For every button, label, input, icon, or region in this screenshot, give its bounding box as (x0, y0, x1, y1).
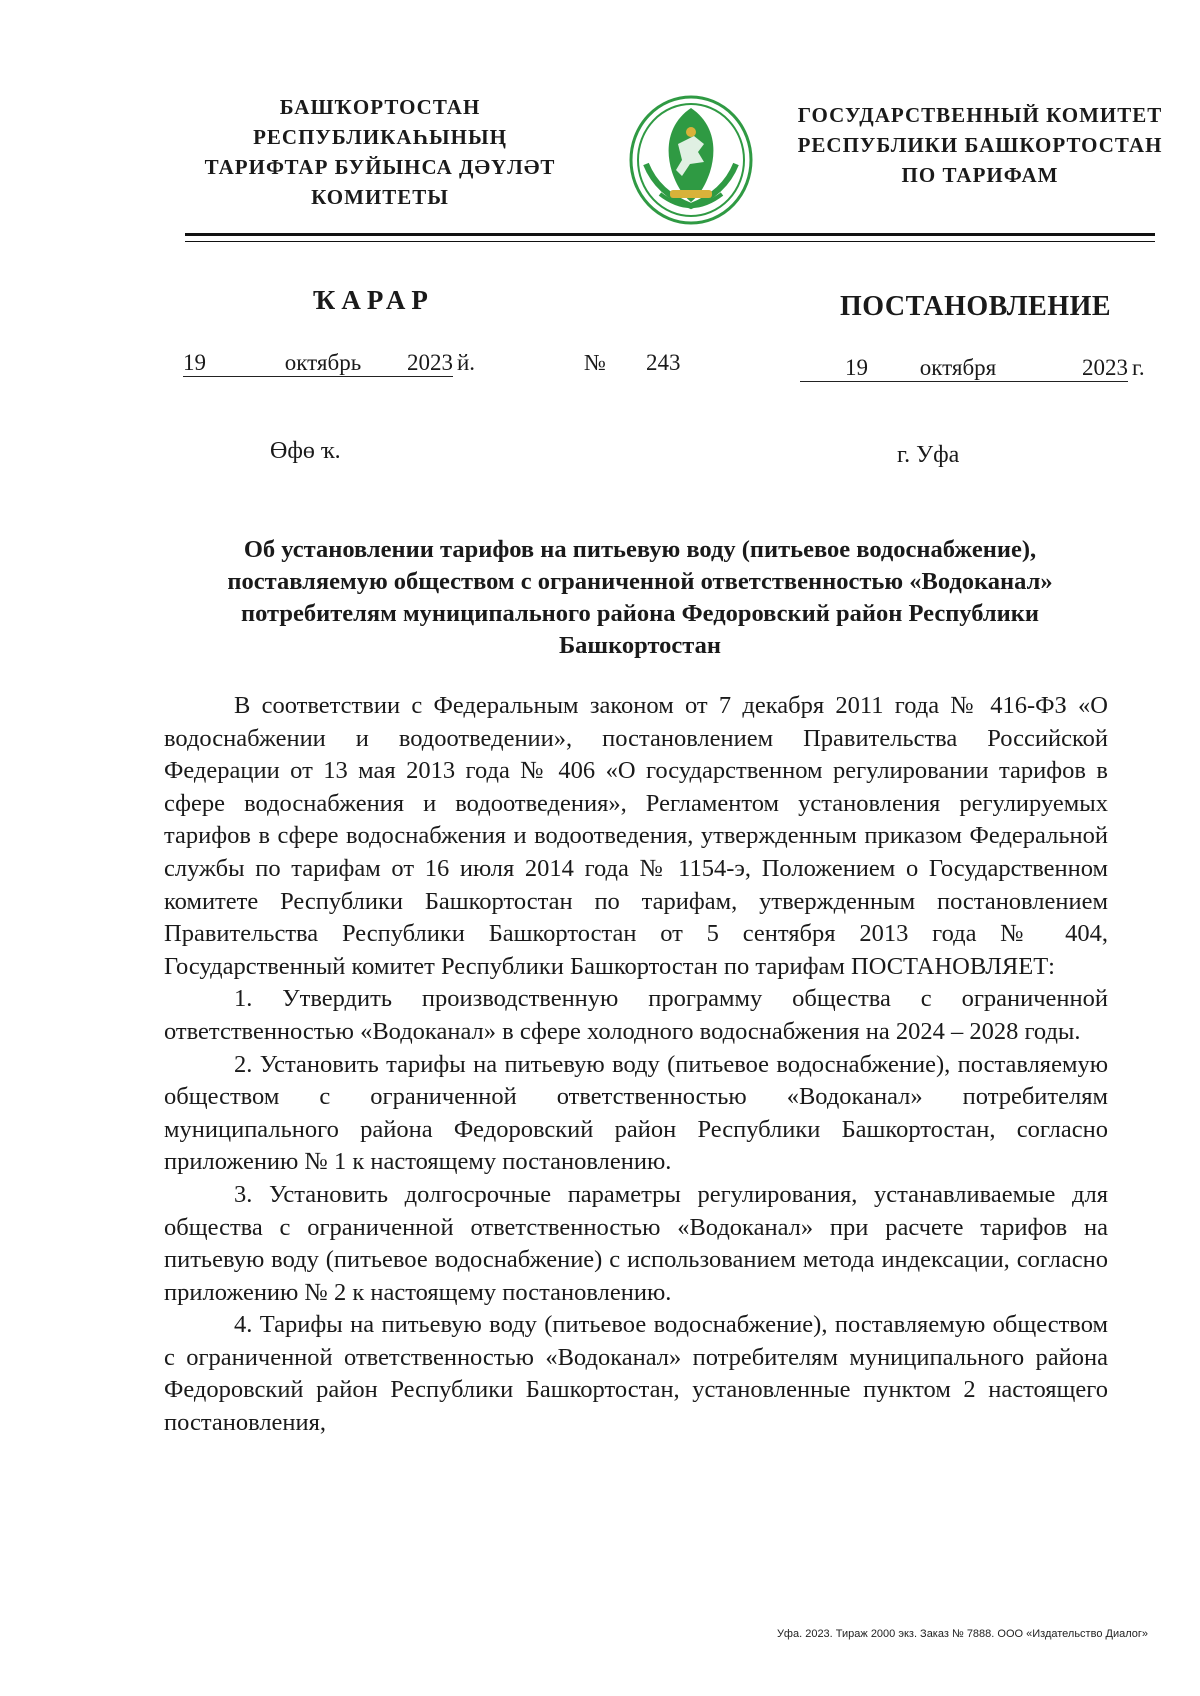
list-item: 2. Установить тарифы на питьевую воду (питьевое водоснабжение), поставляемую обществом с ограниченной ответственностью «Водоканал» потребителям муниципального района Федоровский район Республики Башкортостан, согласно приложению № 1 к настоящему постановлению. (164, 1050, 1108, 1176)
doc-number: 243 (646, 350, 681, 375)
date-month: октябрь (243, 350, 403, 377)
list-item: 4. Тарифы на питьевую воду (питьевое водоснабжение), поставляемую обществом с ограниченной ответственностью «Водоканал» потребителям муниципального района Федоровский район Республики Башкортостан, установленные пунктом 2 настоящего постановления, (164, 1311, 1108, 1437)
header-left-line: БАШҠОРТОСТАН РЕСПУБЛИКАҺЫНЫҢ (253, 95, 507, 149)
header-right (790, 100, 1170, 190)
doc-type-russian: ПОСТАНОВЛЕНИЕ (840, 291, 1112, 322)
header-right-line: ПО ТАРИФАМ (901, 163, 1059, 187)
header-right-line: РЕСПУБЛИКИ БАШКОРТОСТАН (797, 133, 1163, 157)
date-month: октября (878, 355, 1038, 382)
date-suffix: й. (457, 350, 476, 375)
coat-of-arms-emblem (626, 94, 756, 226)
header-left-line: ТАРИФТАР БУЙЫНСА ДӘҮЛӘТ (204, 155, 556, 179)
header-left-line: КОМИТЕТЫ (311, 185, 449, 209)
doc-number-sign: № (584, 350, 606, 375)
date-year: 2023 (403, 350, 453, 377)
header-right-line: ГОСУДАРСТВЕННЫЙ КОМИТЕТ (797, 103, 1163, 127)
date-day: 19 (800, 355, 878, 382)
print-imprint: Уфа. 2023. Тираж 2000 экз. Заказ № 7888. ООО «Издательство Диалог» (776, 1628, 1148, 1640)
document-title: Об установлении тарифов на питьевую воду (питьевое водоснабжение), поставляемую обществом с ограниченной ответственностью «Водоканал» потребителям муниципального района Федоровский район Республики Башкортостан (227, 536, 1053, 659)
header-left (170, 92, 590, 212)
place-bashkir: Өфө ҡ. (270, 438, 341, 464)
date-suffix: г. (1132, 355, 1145, 380)
date-year: 2023 (1038, 355, 1128, 382)
header-rule-thin (185, 241, 1155, 242)
list-item: 1. Утвердить производственную программу общества с ограниченной ответственностью «Водоканал» в сфере холодного водоснабжения на 2024 – 2028 годы. (164, 985, 1108, 1045)
header-rule-thick (185, 233, 1155, 236)
document-body (164, 690, 1108, 1440)
place-russian: г. Уфа (897, 442, 960, 468)
list-item: 3. Установить долгосрочные параметры регулирования, устанавливаемые для общества с ограниченной ответственностью «Водоканал» при расчете тарифов на питьевую воду (питьевое водоснабжение) с использованием метода индексации, согласно приложению № 2 к настоящему постановлению. (164, 1180, 1108, 1306)
preamble-paragraph: В соответствии с Федеральным законом от 7 декабря 2011 года № 416-ФЗ «О водоснабжении и водоотведении», постановлением Правительства Российской Федерации от 13 мая 2013 года № 406 «О государственном регулировании тарифов в сфере водоснабжения и водоотведения», Регламентом установления регулируемых тарифов в сфере водоснабжения и водоотведения, утвержденным приказом Федеральной службы по тарифам от 16 июля 2014 года № 1154-э, Положением о Государственном комитете Республики Башкортостан по тарифам, утвержденным постановлением Правительства Республики Башкортостан от 5 сентября 2013 года № 404, Государственный комитет Республики Башкортостан по тарифам ПОСТАНОВЛЯЕТ: (164, 692, 1108, 980)
doc-type-bashkir: ҠАРАР (313, 285, 434, 315)
date-day: 19 (183, 350, 243, 377)
